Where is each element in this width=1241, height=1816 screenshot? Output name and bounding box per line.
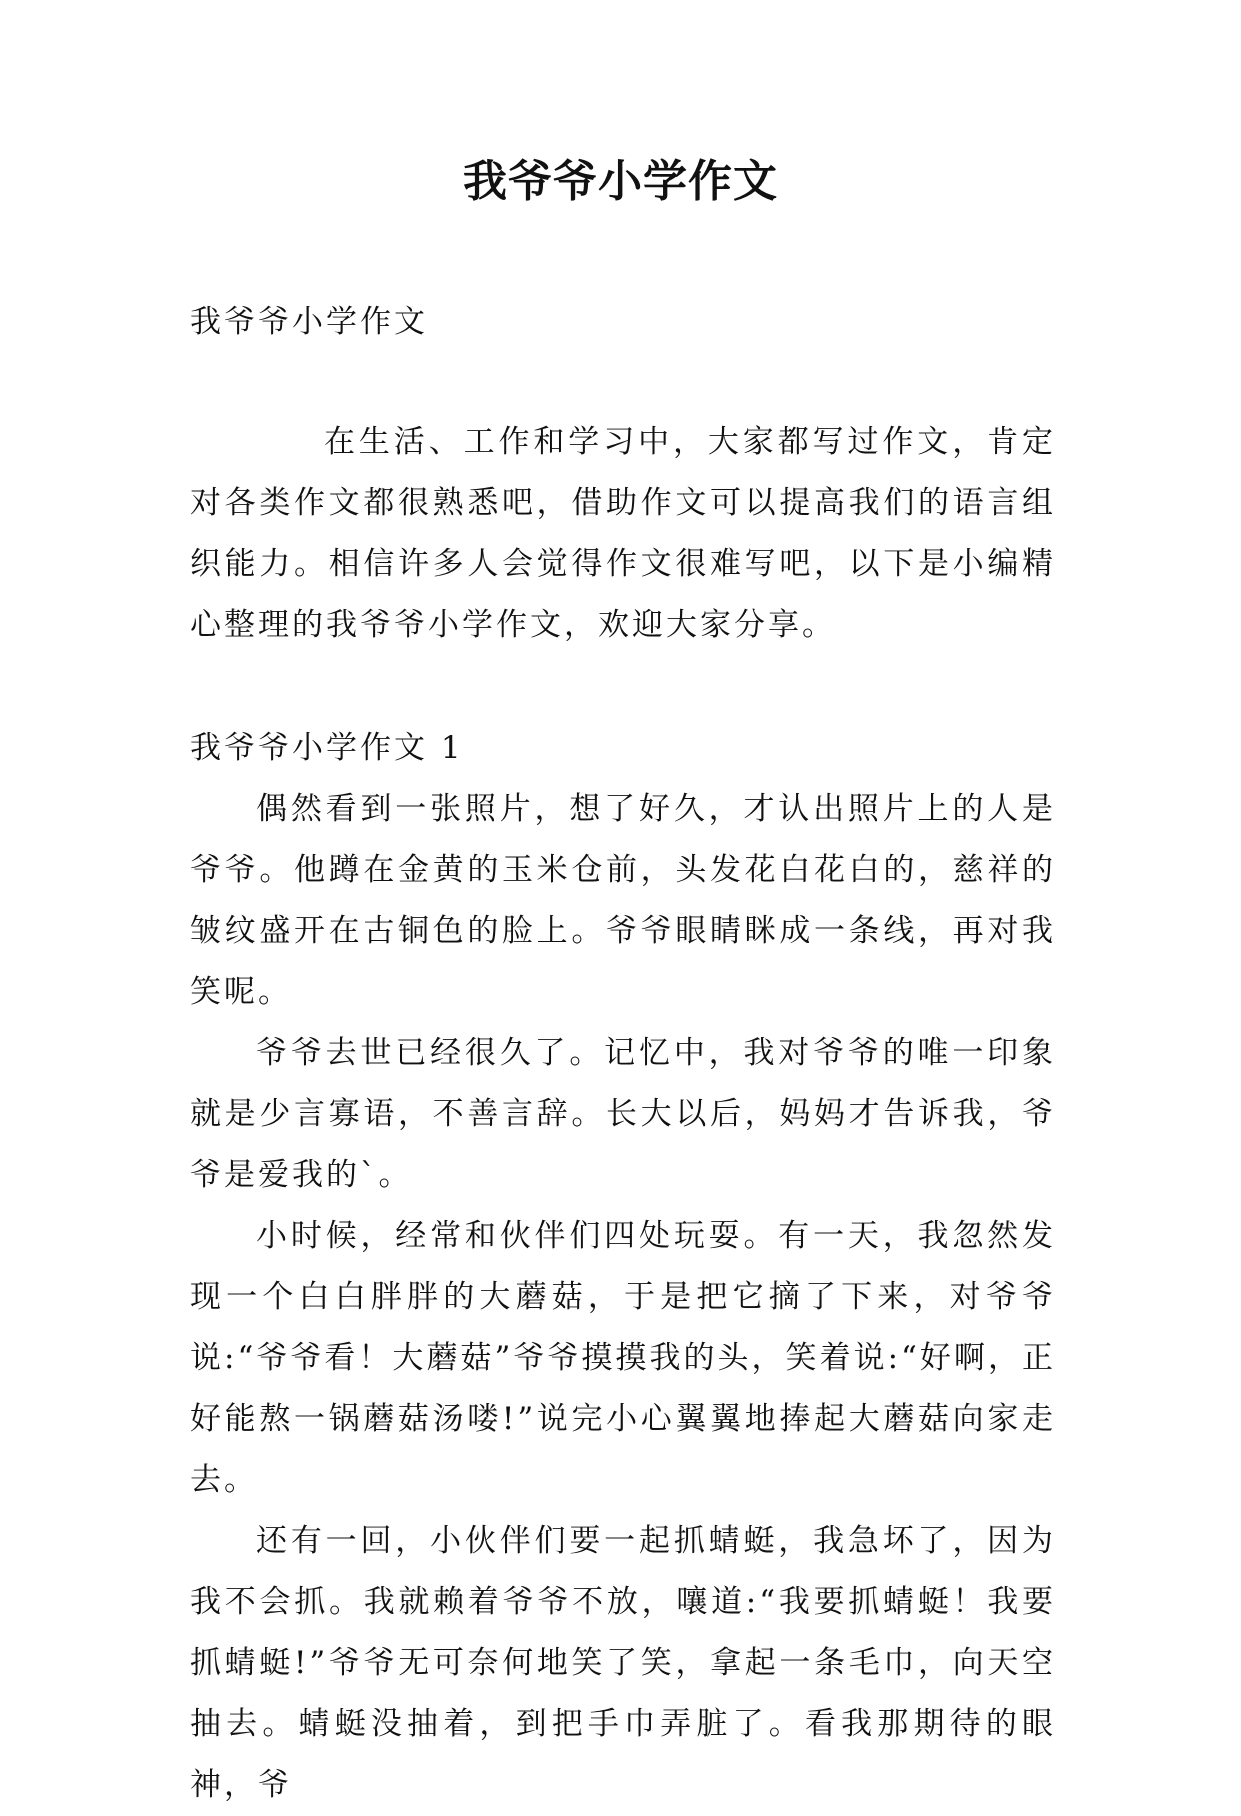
document-subtitle: 我爷爷小学作文	[190, 304, 428, 340]
essay-paragraph-2: 爷爷去世已经很久了。记忆中，我对爷爷的唯一印象就是少言寡语，不善言辞。长大以后，妈妈才告诉我，爷爷是爱我的`。	[190, 1035, 1056, 1193]
document-title: 我爷爷小学作文	[463, 156, 778, 207]
essay-paragraph-1: 偶然看到一张照片，想了好久，才认出照片上的人是爷爷。他蹲在金黄的玉米仓前，头发花白花白的，慈祥的皱纹盛开在古铜色的脸上。爷爷眼睛眯成一条线，再对我笑呢。	[190, 791, 1056, 1010]
document-body	[190, 292, 1056, 1816]
intro-paragraph: 在生活、工作和学习中，大家都写过作文，肯定对各类作文都很熟悉吧，借助作文可以提高我们的语言组织能力。相信许多人会觉得作文很难写吧，以下是小编精心整理的我爷爷小学作文，欢迎大家分享。	[190, 424, 1056, 643]
section-heading: 我爷爷小学作文 1	[190, 730, 464, 766]
essay-paragraph-4: 还有一回，小伙伴们要一起抓蜻蜓，我急坏了，因为我不会抓。我就赖着爷爷不放，嚷道:“我要抓蜻蜓！我要抓蜻蜓!”爷爷无可奈何地笑了笑，拿起一条毛巾，向天空抽去。蜻蜓没抽着，到把手巾弄脏了。看我那期待的眼神，爷	[190, 1523, 1056, 1803]
essay-paragraph-3: 小时候，经常和伙伴们四处玩耍。有一天，我忽然发现一个白白胖胖的大蘑菇，于是把它摘了下来，对爷爷说:“爷爷看！大蘑菇”爷爷摸摸我的头，笑着说:“好啊，正好能熬一锅蘑菇汤喽!”说完小心翼翼地捧起大蘑菇向家走去。	[190, 1218, 1056, 1498]
